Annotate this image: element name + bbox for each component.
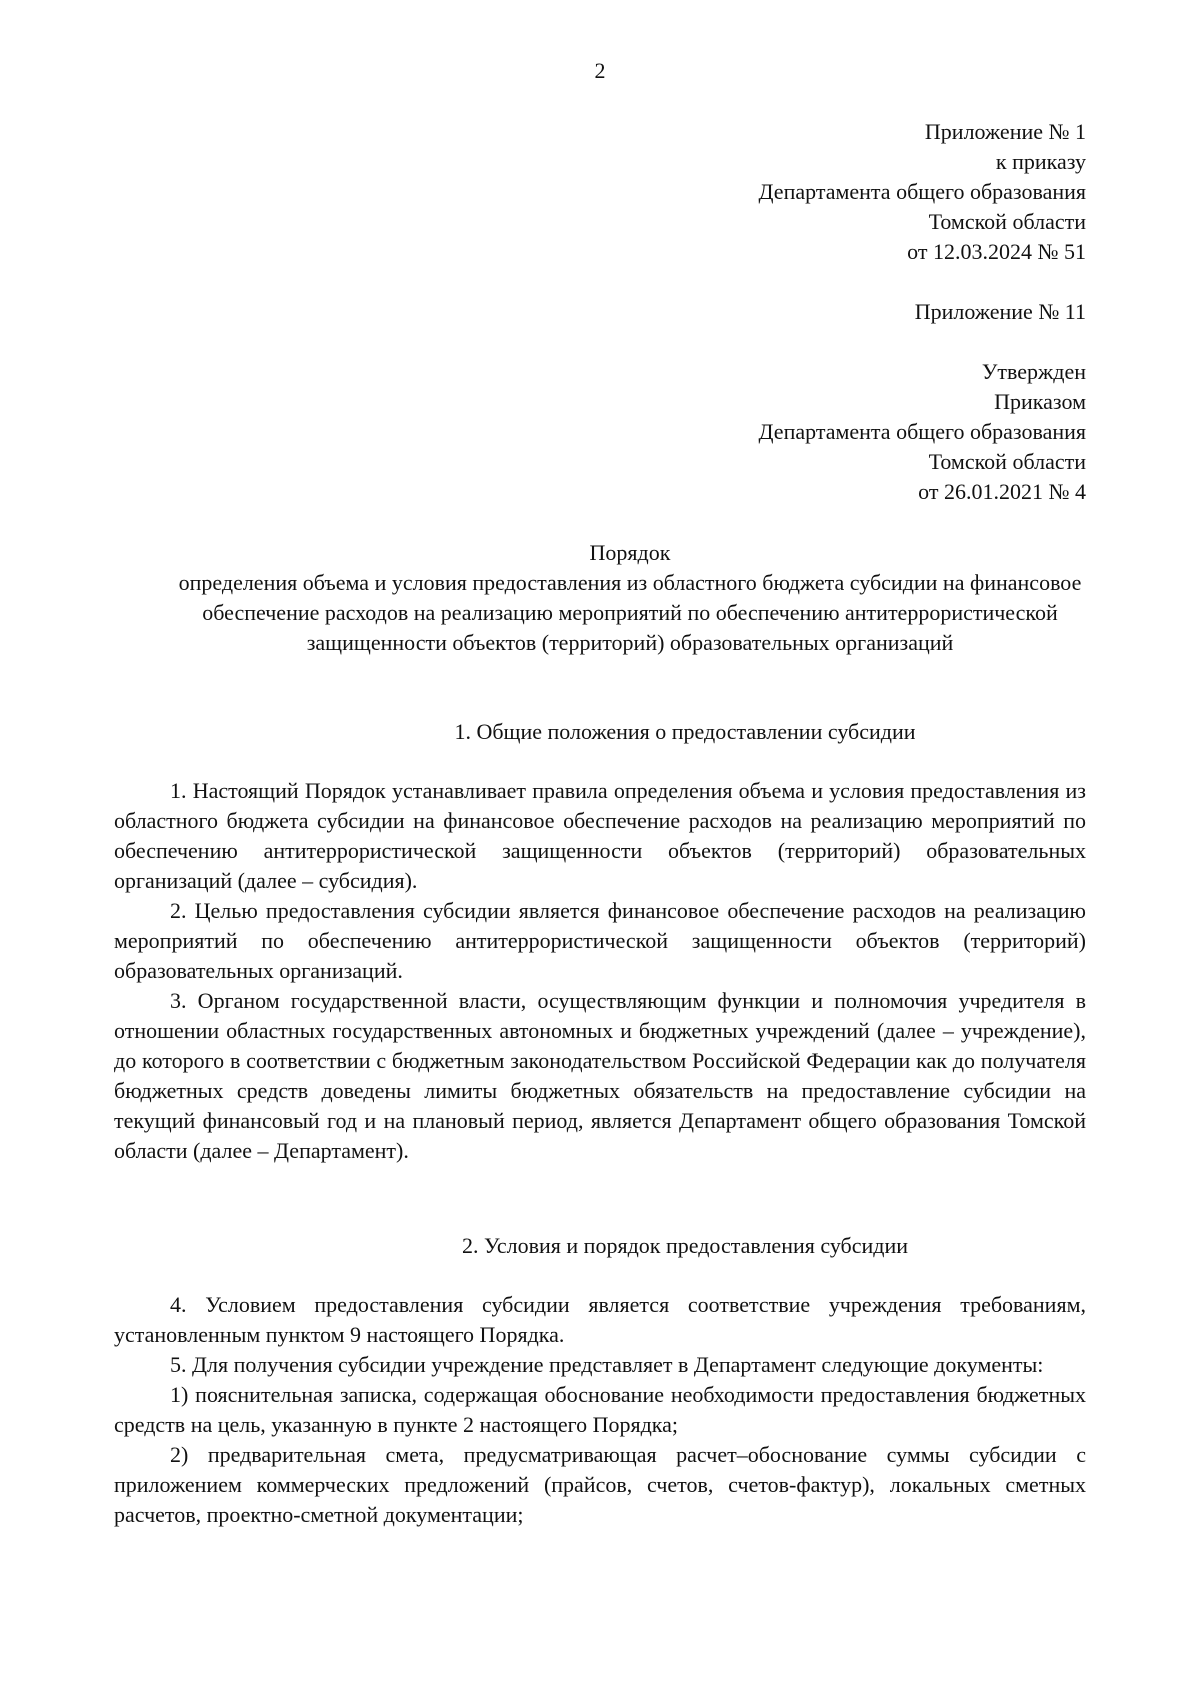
section-2-body bbox=[114, 1290, 1086, 1530]
document-title-subtitle: определения объема и условия предоставления из областного бюджета субсидии на финансовое обеспечение расходов на реализацию мероприятий по обеспечению антитеррористической защищенности объектов (территорий) образовательных организаций bbox=[178, 570, 1082, 655]
paragraph: 2. Целью предоставления субсидии является финансовое обеспечение расходов на реализацию мероприятий по обеспечению антитеррористической защищенности объектов (территорий) образовательных организаций. bbox=[114, 898, 1086, 983]
appendix-1-line: Департамента общего образования bbox=[758, 179, 1086, 204]
section-1-heading: 1. Общие положения о предоставлении субсидии bbox=[454, 719, 916, 744]
paragraph: 5. Для получения субсидии учреждение представляет в Департамент следующие документы: bbox=[170, 1352, 1044, 1377]
paragraph: 3. Органом государственной власти, осуществляющим функции и полномочия учредителя в отношении областных государственных автономных и бюджетных учреждений (далее – учреждение), до которого в соответствии с бюджетным законодательством Российской Федерации как до получателя бюджетных средств доведены лимиты бюджетных обязательств на предоставление субсидии на текущий финансовый год и на плановый период, является Департамент общего образования Томской области (далее – Департамент). bbox=[114, 988, 1086, 1163]
page-number: 2 bbox=[594, 58, 606, 83]
appendix-1-line: Приложение № 1 bbox=[924, 119, 1086, 144]
approval-line: Департамента общего образования bbox=[758, 419, 1086, 444]
document-title-heading: Порядок bbox=[589, 540, 671, 565]
approval-stamp bbox=[759, 357, 1086, 507]
approval-line: Приказом bbox=[994, 389, 1086, 414]
approval-line: от 26.01.2021 № 4 bbox=[918, 479, 1086, 504]
appendix-1-stamp bbox=[759, 117, 1086, 267]
approval-line: Утвержден bbox=[981, 359, 1086, 384]
appendix-1-line: от 12.03.2024 № 51 bbox=[907, 239, 1086, 264]
section-1-body bbox=[114, 776, 1086, 1166]
list-item: 1) пояснительная записка, содержащая обоснование необходимости предоставления бюджетных средств на цель, указанную в пункте 2 настоящего Порядка; bbox=[114, 1382, 1086, 1437]
paragraph: 4. Условием предоставления субсидии является соответствие учреждения требованиям, установленным пунктом 9 настоящего Порядка. bbox=[114, 1292, 1086, 1347]
appendix-1-line: Томской области bbox=[928, 209, 1086, 234]
appendix-11-stamp bbox=[915, 297, 1086, 327]
section-2-heading: 2. Условия и порядок предоставления субсидии bbox=[461, 1233, 909, 1258]
document-title bbox=[150, 538, 1110, 658]
appendix-11-label: Приложение № 11 bbox=[914, 299, 1086, 324]
appendix-1-line: к приказу bbox=[995, 149, 1086, 174]
approval-line: Томской области bbox=[928, 449, 1086, 474]
paragraph: 1. Настоящий Порядок устанавливает правила определения объема и условия предоставления из областного бюджета субсидии на финансовое обеспечение расходов на реализацию мероприятий по обеспечению антитеррористической защищенности объектов (территорий) образовательных организаций (далее – субсидия). bbox=[114, 778, 1086, 893]
list-item: 2) предварительная смета, предусматривающая расчет–обоснование суммы субсидии с приложением коммерческих предложений (прайсов, счетов, счетов-фактур), локальных сметных расчетов, проектно-сметной документации; bbox=[114, 1442, 1086, 1527]
